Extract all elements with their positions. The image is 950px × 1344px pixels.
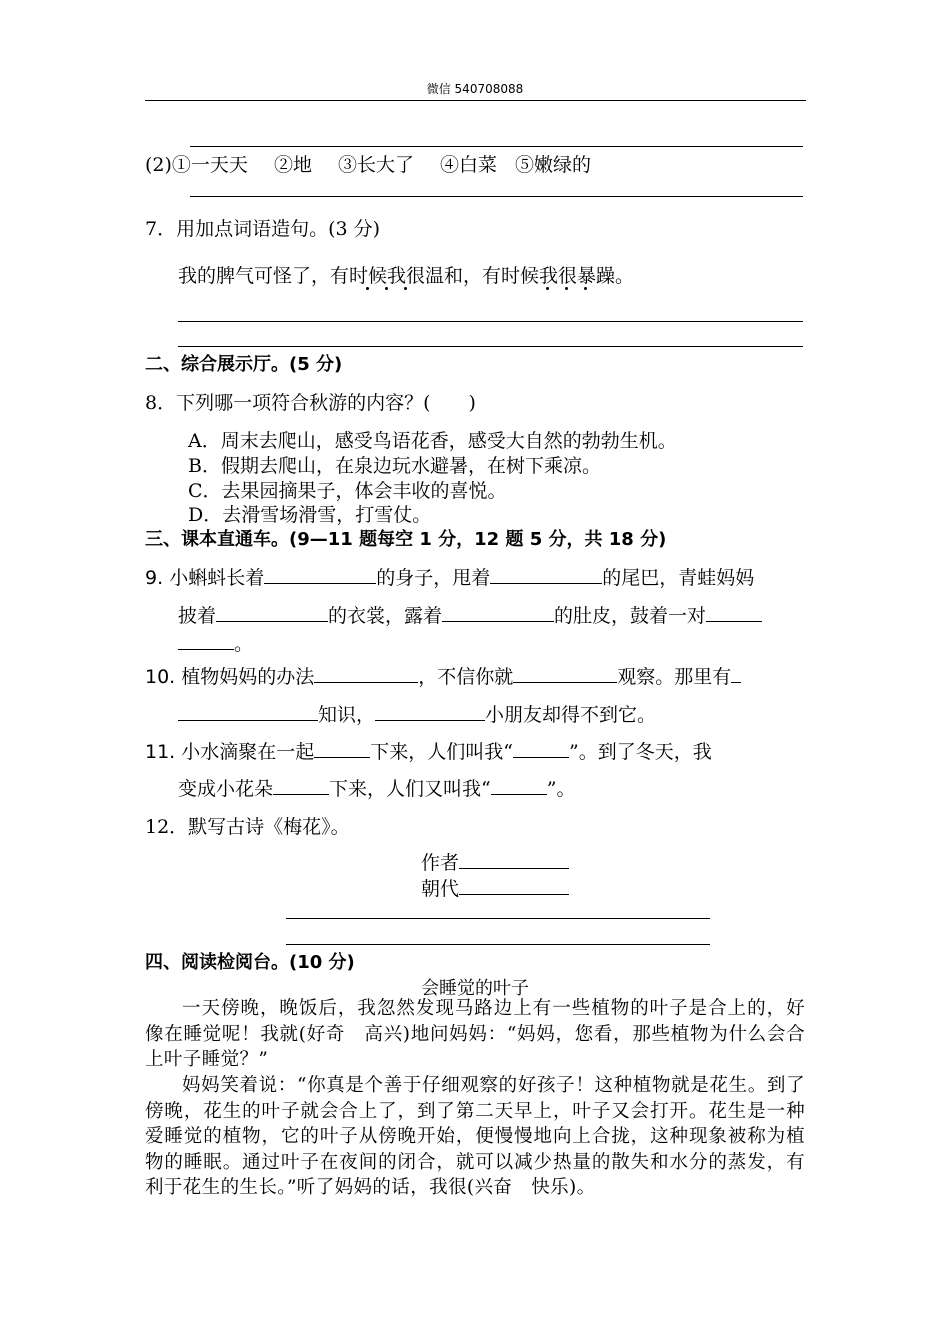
q7-prompt: 7．用加点词语造句。(3 分) [145, 218, 381, 240]
fill-blank[interactable] [273, 776, 329, 795]
emphasis-dot [546, 287, 549, 290]
q9-text: 的尾巴，青蛙妈妈 [602, 567, 755, 589]
q6-part2-num: (2) [145, 154, 172, 176]
poem-line [286, 944, 710, 945]
q10-line-1 [145, 662, 741, 689]
q11-num: 11. [145, 741, 176, 763]
q11-text: 下来，人们又叫我“ [329, 778, 491, 800]
section-3-heading: 三、课本直通车。(9—11 题每空 1 分，12 题 5 分，共 18 分) [145, 529, 667, 550]
q6-item-3: ③长大了 [337, 154, 414, 176]
q6-item-1: ①一天天 [171, 154, 248, 176]
fill-blank[interactable] [459, 850, 569, 869]
q12-dynasty [421, 874, 569, 901]
q8-option-c: C．去果园摘果子，体会丰收的喜悦。 [188, 480, 507, 502]
q9-text: 小蝌蚪长着 [169, 567, 265, 589]
fill-blank[interactable] [513, 664, 617, 683]
fill-blank[interactable] [314, 739, 370, 758]
poem-line [286, 918, 710, 919]
q10-text: 植物妈妈的办法 [181, 666, 315, 688]
q11-text: ”。 [546, 778, 576, 800]
emphasis-dot [584, 287, 587, 290]
q6-part2 [145, 150, 591, 177]
q6-item-4: ④白菜 [439, 154, 497, 176]
answer-line [190, 196, 803, 197]
q6-item-5: ⑤嫩绿的 [514, 154, 591, 176]
q12-author [421, 848, 569, 875]
fill-blank[interactable] [491, 776, 547, 795]
reading-paragraph-2: 妈妈笑着说：“你真是个善于仔细观察的好孩子！这种植物就是花生。到了傍晚，花生的叶子就会合上了，到了第二天早上，叶子又会打开。花生是一种爱睡觉的植物，它的叶子从傍晚开始，便慢慢地向上合拢，这种现象被称为植物的睡眠。通过叶子在夜间的闭合，就可以减少热量的散失和水分的蒸发，有利于花生的生长。”听了妈妈的话，我很(兴奋 快乐)。 [145, 1075, 805, 1199]
q11-text: 下来，人们叫我“ [370, 741, 513, 763]
fill-blank[interactable] [216, 603, 328, 622]
fill-blank[interactable] [442, 603, 554, 622]
q9-text: 。 [234, 633, 254, 655]
answer-line [190, 146, 803, 147]
q11-line-1 [145, 737, 712, 764]
q12-prompt: 12．默写古诗《梅花》。 [145, 816, 350, 838]
fill-blank[interactable] [375, 702, 485, 721]
fill-blank[interactable] [731, 664, 741, 683]
fill-blank[interactable] [314, 664, 418, 683]
q9-line-2 [178, 601, 762, 628]
emphasis-dot [565, 287, 568, 290]
q7-sentence: 我的脾气可怪了，有时候我很温和，有时候我很暴躁。 [178, 265, 635, 287]
fill-blank[interactable] [706, 603, 762, 622]
q9-line-1 [145, 563, 754, 590]
emphasis-dot [404, 287, 407, 290]
fill-blank[interactable] [178, 702, 318, 721]
q11-text: ”。到了冬天，我 [569, 741, 712, 763]
fill-blank[interactable] [459, 876, 569, 895]
q11-text: 变成小花朵 [178, 778, 274, 800]
q8-option-b: B．假期去爬山，在泉边玩水避暑，在树下乘凉。 [188, 455, 601, 477]
emphasis-dot [385, 287, 388, 290]
page-header: 微信 540708088 [426, 82, 524, 96]
fill-blank[interactable] [513, 739, 569, 758]
q8-option-a: A．周末去爬山，感受鸟语花香，感受大自然的勃勃生机。 [188, 430, 677, 452]
fill-blank[interactable] [490, 565, 602, 584]
section-4-heading: 四、阅读检阅台。(10 分) [145, 952, 355, 973]
q11-text: 小水滴聚在一起 [181, 741, 315, 763]
q11-line-2 [178, 774, 575, 801]
fill-blank[interactable] [264, 565, 376, 584]
emphasis-dot [366, 287, 369, 290]
author-label: 作者 [421, 852, 460, 874]
q8-option-d: D．去滑雪场滑雪，打雪仗。 [188, 504, 432, 526]
q9-num: 9. [145, 567, 164, 589]
q10-text: 观察。那里有 [617, 666, 732, 688]
q10-text: 知识， [318, 704, 376, 726]
q10-line-2 [178, 700, 656, 727]
q9-line-3 [178, 629, 253, 656]
answer-line [178, 346, 803, 347]
reading-paragraph-1: 一天傍晚，晚饭后，我忽然发现马路边上有一些植物的叶子是合上的，好像在睡觉呢！我就(好奇 高兴)地问妈妈：“妈妈，您看，那些植物为什么会合上叶子睡觉？” [145, 998, 805, 1071]
q6-item-2: ②地 [273, 154, 312, 176]
q8-prompt: 8．下列哪一项符合秋游的内容？( ) [145, 392, 476, 414]
q10-text: ，不信你就 [418, 666, 514, 688]
q9-text: 的肚皮，鼓着一对 [554, 605, 707, 627]
q10-num: 10. [145, 666, 176, 688]
q9-text: 的衣裳，露着 [328, 605, 443, 627]
dynasty-label: 朝代 [421, 878, 460, 900]
fill-blank[interactable] [178, 631, 234, 650]
q9-text: 披着 [178, 605, 217, 627]
answer-line [178, 321, 803, 322]
section-2-heading: 二、综合展示厅。(5 分) [145, 354, 343, 375]
q9-text: 的身子，甩着 [376, 567, 491, 589]
header-rule [145, 100, 806, 101]
q10-text: 小朋友却得不到它。 [485, 704, 657, 726]
reading-title: 会睡觉的叶子 [421, 978, 529, 999]
